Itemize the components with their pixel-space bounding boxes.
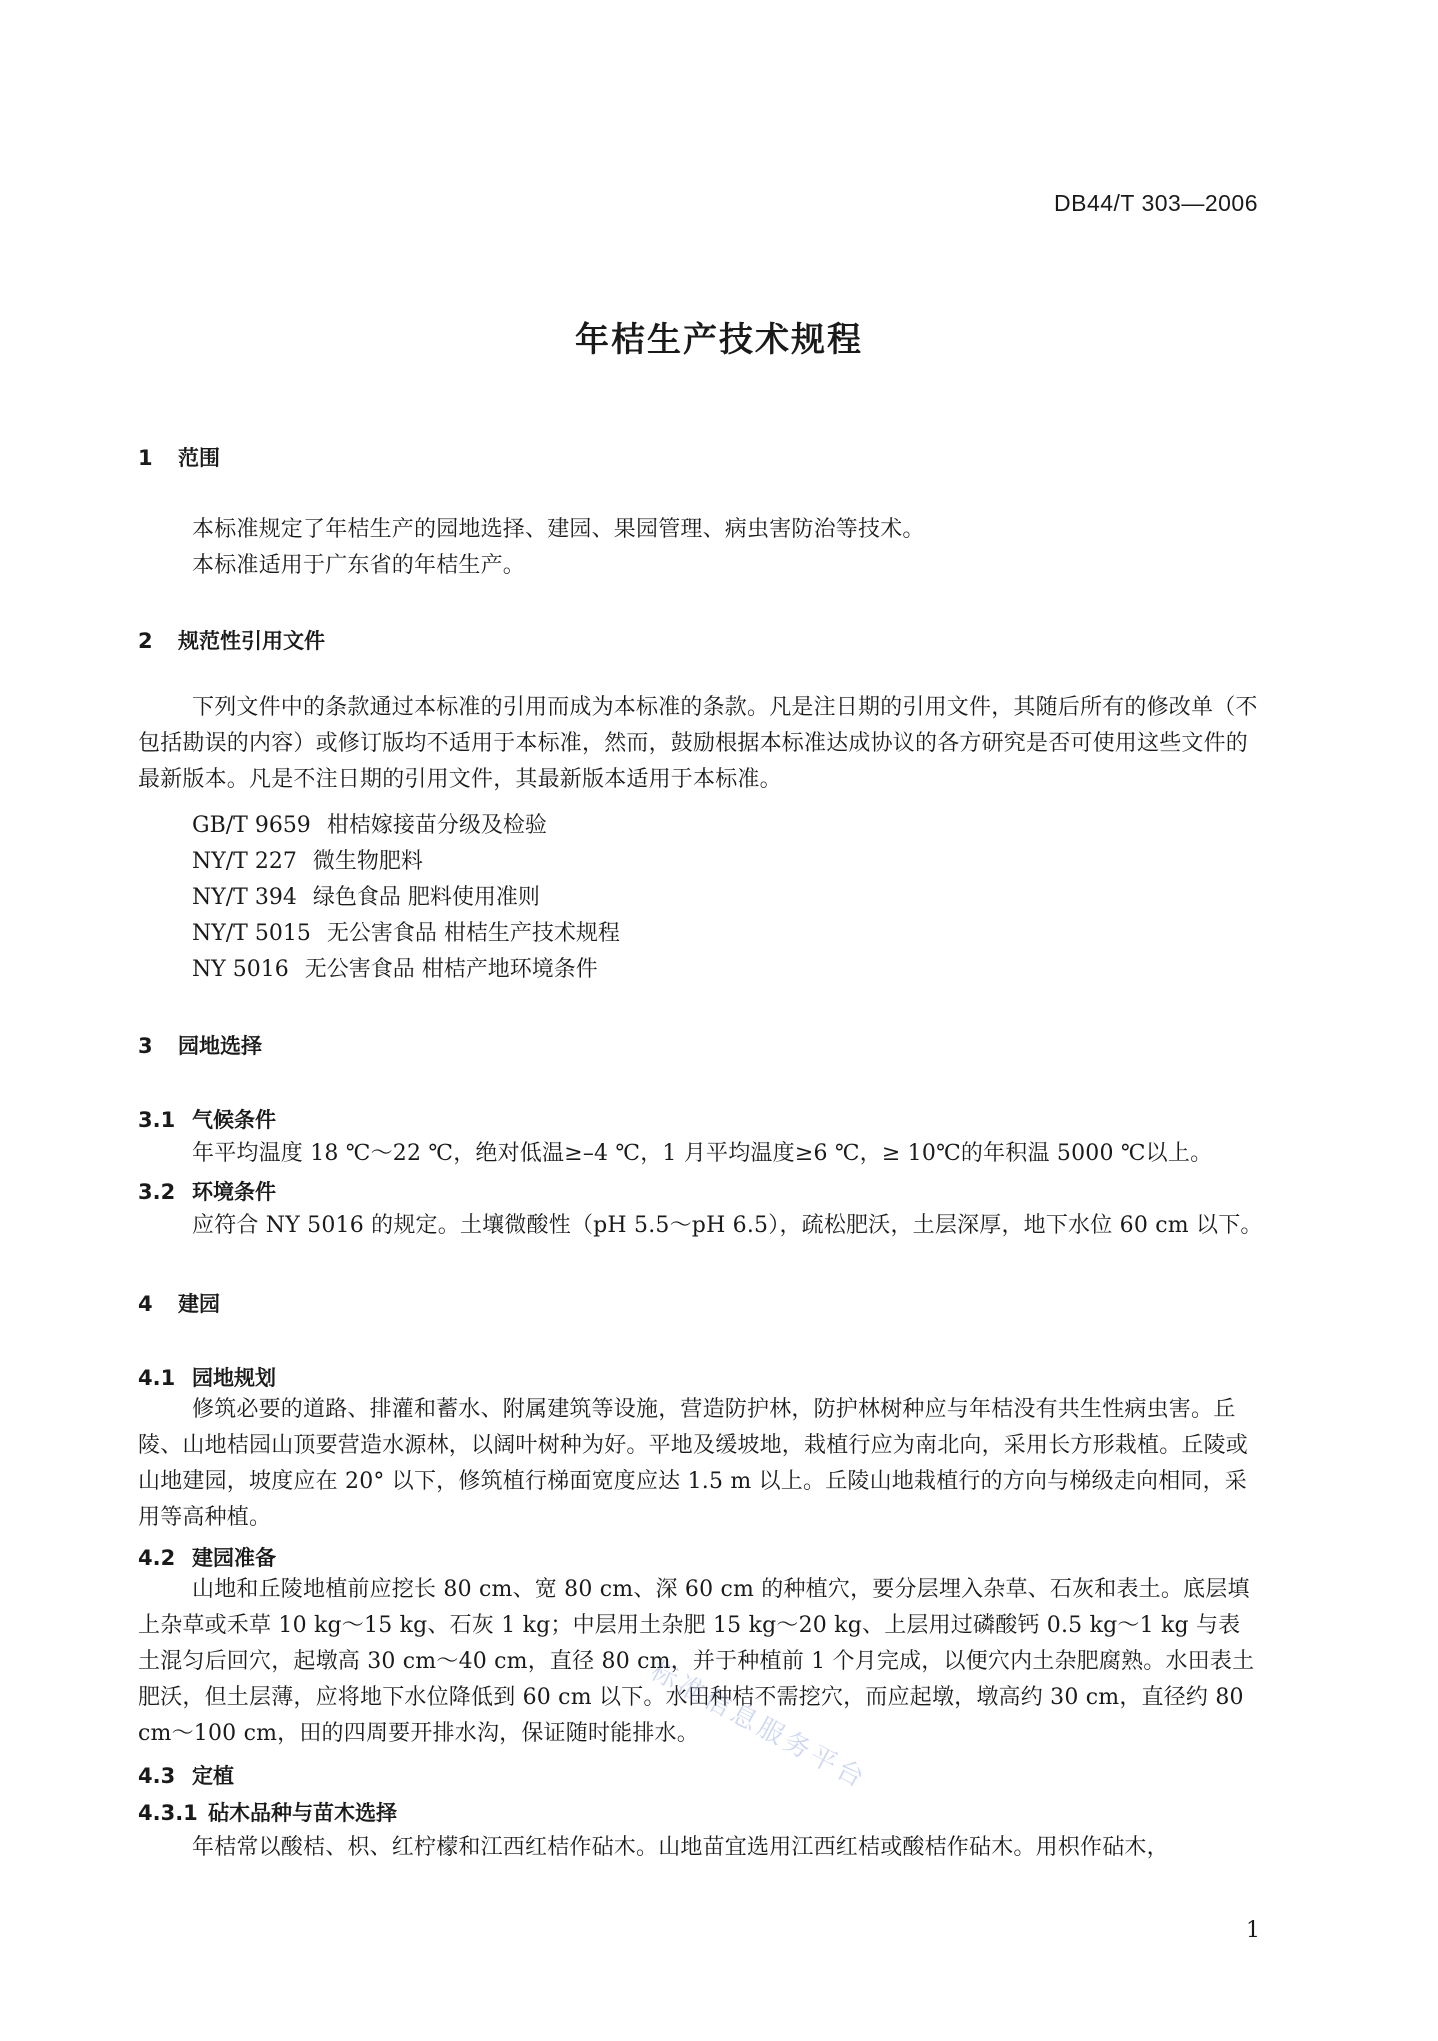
subsection-heading-4-3-1 <box>138 1797 397 1827</box>
paragraph: 下列文件中的条款通过本标准的引用而成为本标准的条款。凡是注日期的引用文件，其随后所有的修改单（不包括勘误的内容）或修订版均不适用于本标准，然而，鼓励根据本标准达成协议的各方研究是否可使用这些文件的最新版本。凡是不注日期的引用文件，其最新版本适用于本标准。 <box>138 695 1258 792</box>
subsection-number: 3.1 <box>138 1108 176 1132</box>
subsection-title: 气候条件 <box>192 1108 276 1132</box>
reference-item <box>192 916 620 947</box>
paragraph: 年平均温度 18 ℃～22 ℃，绝对低温≥–4 ℃，1 月平均温度≥6 ℃，≥ 10℃的年积温 5000 ℃以上。 <box>192 1141 1213 1166</box>
section-heading-1 <box>138 442 220 472</box>
paragraph: 应符合 NY 5016 的规定。土壤微酸性（pH 5.5～pH 6.5），疏松肥沃，土层深厚，地下水位 60 cm 以下。 <box>192 1213 1263 1238</box>
section-number: 2 <box>138 629 153 653</box>
reference-code: NY/T 5015 <box>192 921 311 946</box>
reference-code: NY/T 394 <box>192 885 297 910</box>
reference-code: NY 5016 <box>192 957 289 982</box>
reference-name: 微生物肥料 <box>312 849 423 874</box>
reference-name: 柑桔嫁接苗分级及检验 <box>326 813 547 838</box>
subsection-title: 建园准备 <box>192 1546 276 1570</box>
subsection-number: 4.2 <box>138 1546 176 1570</box>
paragraph: 本标准规定了年桔生产的园地选择、建园、果园管理、病虫害防治等技术。 <box>192 517 925 542</box>
section-title: 范围 <box>178 446 220 470</box>
reference-item <box>192 952 598 983</box>
section-number: 4 <box>138 1292 153 1316</box>
reference-code: GB/T 9659 <box>192 813 311 838</box>
section-number: 1 <box>138 446 153 470</box>
paragraph: 山地和丘陵地植前应挖长 80 cm、宽 80 cm、深 60 cm 的种植穴，要分层埋入杂草、石灰和表土。底层填上杂草或禾草 10 kg～15 kg、石灰 1 kg；中层用土杂肥 15 kg～20 kg、上层用过磷酸钙 0.5 kg～1 kg 与表土混匀后回穴，起墩高 30 cm～40 cm，直径 80 cm，并于种植前 1 个月完成，以便穴内土杂肥腐熟。水田表土肥沃，但土层薄，应将地下水位降低到 60 cm 以下。水田种桔不需挖穴，而应起墩，墩高约 30 cm，直径约 80 cm～100 cm，田的四周要开排水沟，保证随时能排水。 <box>138 1577 1255 1746</box>
section-heading-4 <box>138 1288 220 1318</box>
subsection-title: 园地规划 <box>192 1366 276 1390</box>
reference-name: 无公害食品 柑桔生产技术规程 <box>326 921 620 946</box>
section-title: 园地选择 <box>178 1034 262 1058</box>
subsection-title: 定植 <box>192 1764 234 1788</box>
subsection-number: 4.3.1 <box>138 1801 198 1825</box>
subsection-number: 4.1 <box>138 1366 176 1390</box>
section-heading-2 <box>138 625 325 655</box>
section-number: 3 <box>138 1034 153 1058</box>
subsection-number: 3.2 <box>138 1180 176 1204</box>
section-title: 建园 <box>178 1292 220 1316</box>
page-number: 1 <box>1246 1918 1260 1943</box>
reference-item <box>192 880 540 911</box>
subsection-title: 砧木品种与苗木选择 <box>208 1801 397 1825</box>
subsection-heading-4-1 <box>138 1362 276 1392</box>
reference-item <box>192 844 423 875</box>
watermark: 标准信息服务平台 <box>645 1656 872 1796</box>
section-title: 规范性引用文件 <box>178 629 325 653</box>
subsection-heading-4-3 <box>138 1760 234 1790</box>
section-heading-3 <box>138 1030 262 1060</box>
paragraph: 修筑必要的道路、排灌和蓄水、附属建筑等设施，营造防护林，防护林树种应与年桔没有共生性病虫害。丘陵、山地桔园山顶要营造水源林，以阔叶树种为好。平地及缓坡地，栽植行应为南北向，采用长方形栽植。丘陵或山地建园，坡度应在 20° 以下，修筑植行梯面宽度应达 1.5 m 以上。丘陵山地栽植行的方向与梯级走向相同，采用等高种植。 <box>138 1397 1249 1530</box>
reference-name: 无公害食品 柑桔产地环境条件 <box>304 957 598 982</box>
subsection-heading-3-2 <box>138 1176 276 1206</box>
document-code: DB44/T 303—2006 <box>1054 190 1258 216</box>
subsection-number: 4.3 <box>138 1764 176 1788</box>
subsection-title: 环境条件 <box>192 1180 276 1204</box>
paragraph: 年桔常以酸桔、枳、红柠檬和江西红桔作砧木。山地苗宜选用江西红桔或酸桔作砧木。用枳作砧木， <box>192 1835 1169 1860</box>
reference-name: 绿色食品 肥料使用准则 <box>312 885 540 910</box>
paragraph: 本标准适用于广东省的年桔生产。 <box>192 553 526 578</box>
subsection-heading-4-2 <box>138 1542 276 1572</box>
reference-item <box>192 808 547 839</box>
subsection-heading-3-1 <box>138 1104 276 1134</box>
page-title: 年桔生产技术规程 <box>575 320 863 360</box>
reference-code: NY/T 227 <box>192 849 297 874</box>
